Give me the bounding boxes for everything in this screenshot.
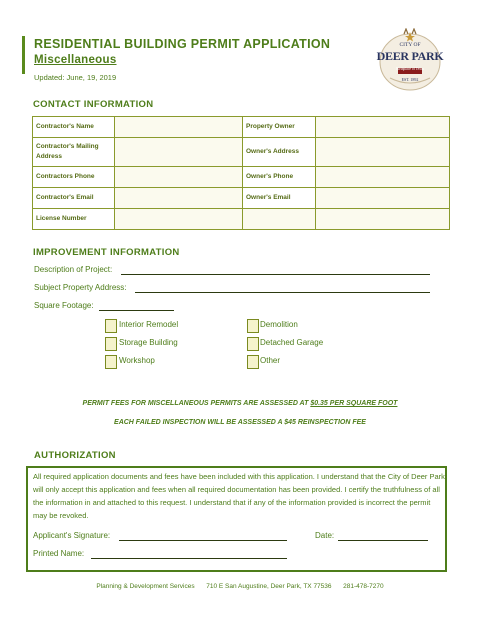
property-owner-label: Property Owner [243,117,316,138]
table-row [33,167,450,188]
demolition-label: Demolition [260,320,298,329]
contractor-name-field[interactable] [115,117,243,138]
signature-field[interactable] [119,540,287,541]
page-subtitle: Miscellaneous [34,54,117,66]
date-field[interactable] [338,540,428,541]
contractor-email-label: Contractor's Email [33,188,115,209]
improvement-section-heading: IMPROVEMENT INFORMATION [33,247,180,258]
authorization-section-heading: AUTHORIZATION [34,450,116,461]
detached-garage-label: Detached Garage [260,338,324,347]
logo-banner-text: Birthplace of Texas [395,67,425,71]
updated-date: Updated: June, 19, 2019 [34,73,117,82]
contractor-phone-field[interactable] [115,167,243,188]
storage-building-label: Storage Building [119,338,178,347]
demolition-checkbox[interactable] [247,319,259,333]
other-checkbox[interactable] [247,355,259,369]
footer-phone: 281-478-7270 [343,583,384,590]
owner-phone-field[interactable] [316,167,450,188]
property-owner-field[interactable] [316,117,450,138]
printed-name-label: Printed Name: [33,549,85,558]
owner-email-field[interactable] [316,188,450,209]
footer-address: 710 E San Augustine, Deer Park, TX 77536 [206,583,332,590]
square-footage-label: Square Footage: [34,301,94,310]
logo-bottom-text: EST. 1892 [401,77,419,82]
square-footage-field[interactable] [99,310,174,311]
contractor-phone-label: Contractors Phone [33,167,115,188]
footer-department: Planning & Development Services [96,583,195,590]
table-row [33,188,450,209]
license-number-label: License Number [33,209,115,230]
contractor-name-label: Contractor's Name [33,117,115,138]
license-number-field[interactable] [115,209,243,230]
contractor-email-field[interactable] [115,188,243,209]
permit-fee-notice [0,400,480,407]
property-address-label: Subject Property Address: [34,283,127,292]
storage-building-checkbox[interactable] [105,337,117,351]
empty-cell [316,209,450,230]
contractor-address-field[interactable] [115,138,243,167]
other-label: Other [260,356,281,365]
contact-section-heading: CONTACT INFORMATION [33,99,154,110]
page-title: RESIDENTIAL BUILDING PERMIT APPLICATION [34,37,331,51]
interior-remodel-checkbox[interactable] [105,319,117,333]
description-label: Description of Project: [34,265,113,274]
logo-main-text: DEER PARK [376,49,444,63]
workshop-checkbox[interactable] [105,355,117,369]
contractor-address-label: Contractor's Mailing Address [33,138,115,167]
table-row [33,138,450,167]
workshop-label: Workshop [119,356,155,365]
printed-name-field[interactable] [91,558,287,559]
detached-garage-checkbox[interactable] [247,337,259,351]
title-accent-bar [22,36,25,74]
contact-table [32,116,450,230]
permit-fee-prefix: PERMIT FEES FOR MISCELLANEOUS PERMITS ARE ASSESSED AT [82,400,311,407]
authorization-statement: All required application documents and fees have been included with this application. I understand that the City of Deer Park will only accept this application and fees when all required documentation has been provided. I certify the truthfulness of all the information in and attached to this request. I understand that if any of the information provided is incorrect the permit may be revoked. [33,472,445,520]
empty-cell [243,209,316,230]
signature-label: Applicant's Signature: [33,531,111,540]
owner-phone-label: Owner's Phone [243,167,316,188]
owner-address-field[interactable] [316,138,450,167]
table-row [33,209,450,230]
interior-remodel-label: Interior Remodel [119,320,179,329]
permit-fee-amount: $0.35 PER SQUARE FOOT [310,400,398,407]
property-address-field[interactable] [135,292,430,293]
date-label: Date: [315,531,335,540]
page-footer [0,583,480,590]
table-row [33,117,450,138]
reinspection-fee-notice: EACH FAILED INSPECTION WILL BE ASSESSED A $45 REINSPECTION FEE [114,419,366,426]
owner-email-label: Owner's Email [243,188,316,209]
owner-address-label: Owner's Address [243,138,316,167]
logo-top-text: CITY OF [399,42,421,48]
description-field[interactable] [121,274,430,275]
